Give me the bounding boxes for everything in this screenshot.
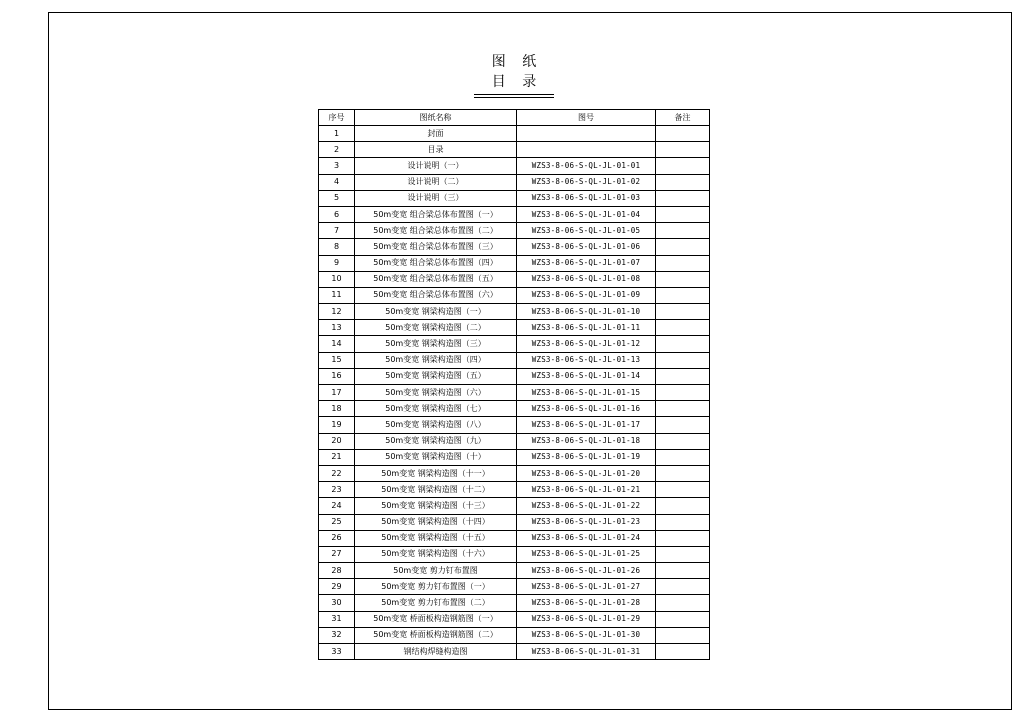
cell-code: WZS3-8-06-S-QL-JL-01-26 bbox=[517, 563, 656, 579]
table-row bbox=[319, 126, 710, 142]
cell-no: 16 bbox=[319, 368, 355, 384]
cell-code: WZS3-8-06-S-QL-JL-01-16 bbox=[517, 401, 656, 417]
cell-no: 18 bbox=[319, 401, 355, 417]
cell-remark bbox=[656, 368, 710, 384]
cell-name: 50m变宽 组合梁总体布置图（四） bbox=[355, 255, 517, 271]
table-row bbox=[319, 546, 710, 562]
cell-remark bbox=[656, 255, 710, 271]
table-row bbox=[319, 304, 710, 320]
cell-no: 14 bbox=[319, 336, 355, 352]
table-row bbox=[319, 142, 710, 158]
cell-code: WZS3-8-06-S-QL-JL-01-25 bbox=[517, 546, 656, 562]
cell-code: WZS3-8-06-S-QL-JL-01-02 bbox=[517, 174, 656, 190]
cell-no: 32 bbox=[319, 627, 355, 643]
table-row bbox=[319, 482, 710, 498]
cell-name: 50m变宽 钢梁构造图（二） bbox=[355, 320, 517, 336]
cell-remark bbox=[656, 482, 710, 498]
cell-no: 9 bbox=[319, 255, 355, 271]
cell-code: WZS3-8-06-S-QL-JL-01-14 bbox=[517, 368, 656, 384]
header-remark: 备注 bbox=[656, 110, 710, 126]
cell-name: 50m变宽 钢梁构造图（五） bbox=[355, 368, 517, 384]
cell-remark bbox=[656, 271, 710, 287]
cell-name: 设计说明（二） bbox=[355, 174, 517, 190]
cell-remark bbox=[656, 449, 710, 465]
table-row bbox=[319, 449, 710, 465]
cell-name: 钢结构焊缝构造图 bbox=[355, 644, 517, 660]
cell-name: 50m变宽 组合梁总体布置图（六） bbox=[355, 287, 517, 303]
cell-name: 50m变宽 钢梁构造图（三） bbox=[355, 336, 517, 352]
cell-no: 17 bbox=[319, 385, 355, 401]
cell-code: WZS3-8-06-S-QL-JL-01-01 bbox=[517, 158, 656, 174]
cell-name: 50m变宽 剪力钉布置图 bbox=[355, 563, 517, 579]
cell-no: 30 bbox=[319, 595, 355, 611]
cell-code: WZS3-8-06-S-QL-JL-01-29 bbox=[517, 611, 656, 627]
cell-code: WZS3-8-06-S-QL-JL-01-07 bbox=[517, 255, 656, 271]
cell-code bbox=[517, 142, 656, 158]
cell-no: 20 bbox=[319, 433, 355, 449]
cell-no: 12 bbox=[319, 304, 355, 320]
cell-code: WZS3-8-06-S-QL-JL-01-09 bbox=[517, 287, 656, 303]
cell-name: 50m变宽 钢梁构造图（四） bbox=[355, 352, 517, 368]
cell-remark bbox=[656, 206, 710, 222]
cell-no: 25 bbox=[319, 514, 355, 530]
cell-name: 设计说明（一） bbox=[355, 158, 517, 174]
table-row bbox=[319, 595, 710, 611]
table-row bbox=[319, 190, 710, 206]
cell-name: 50m变宽 钢梁构造图（七） bbox=[355, 401, 517, 417]
cell-code: WZS3-8-06-S-QL-JL-01-23 bbox=[517, 514, 656, 530]
cell-no: 2 bbox=[319, 142, 355, 158]
cell-remark bbox=[656, 579, 710, 595]
cell-remark bbox=[656, 465, 710, 481]
cell-name: 目录 bbox=[355, 142, 517, 158]
cell-no: 33 bbox=[319, 644, 355, 660]
cell-remark bbox=[656, 174, 710, 190]
cell-code: WZS3-8-06-S-QL-JL-01-21 bbox=[517, 482, 656, 498]
cell-no: 10 bbox=[319, 271, 355, 287]
cell-name: 50m变宽 组合梁总体布置图（三） bbox=[355, 239, 517, 255]
cell-code: WZS3-8-06-S-QL-JL-01-24 bbox=[517, 530, 656, 546]
table-row bbox=[319, 401, 710, 417]
cell-no: 29 bbox=[319, 579, 355, 595]
table-body bbox=[319, 126, 710, 660]
table-row bbox=[319, 255, 710, 271]
table-row bbox=[319, 385, 710, 401]
cell-no: 13 bbox=[319, 320, 355, 336]
cell-code: WZS3-8-06-S-QL-JL-01-04 bbox=[517, 206, 656, 222]
cell-remark bbox=[656, 287, 710, 303]
cell-no: 15 bbox=[319, 352, 355, 368]
cell-name: 50m变宽 钢梁构造图（九） bbox=[355, 433, 517, 449]
table-row bbox=[319, 239, 710, 255]
table-row bbox=[319, 579, 710, 595]
cell-remark bbox=[656, 433, 710, 449]
cell-no: 4 bbox=[319, 174, 355, 190]
cell-remark bbox=[656, 142, 710, 158]
cell-no: 23 bbox=[319, 482, 355, 498]
page-title: 图 纸 目 录 bbox=[491, 54, 543, 90]
cell-name: 50m变宽 钢梁构造图（六） bbox=[355, 385, 517, 401]
cell-code: WZS3-8-06-S-QL-JL-01-20 bbox=[517, 465, 656, 481]
table-row bbox=[319, 611, 710, 627]
cell-no: 21 bbox=[319, 449, 355, 465]
cell-name: 50m变宽 剪力钉布置图（二） bbox=[355, 595, 517, 611]
table-row bbox=[319, 336, 710, 352]
cell-remark bbox=[656, 385, 710, 401]
table-row bbox=[319, 352, 710, 368]
cell-remark bbox=[656, 417, 710, 433]
table-row bbox=[319, 223, 710, 239]
cell-name: 设计说明（三） bbox=[355, 190, 517, 206]
cell-no: 27 bbox=[319, 546, 355, 562]
cell-remark bbox=[656, 126, 710, 142]
cell-name: 50m变宽 组合梁总体布置图（一） bbox=[355, 206, 517, 222]
table-row bbox=[319, 174, 710, 190]
cell-remark bbox=[656, 304, 710, 320]
cell-code: WZS3-8-06-S-QL-JL-01-05 bbox=[517, 223, 656, 239]
cell-remark bbox=[656, 595, 710, 611]
cell-name: 50m变宽 钢梁构造图（十二） bbox=[355, 482, 517, 498]
cell-remark bbox=[656, 352, 710, 368]
table-row bbox=[319, 417, 710, 433]
cell-code: WZS3-8-06-S-QL-JL-01-08 bbox=[517, 271, 656, 287]
cell-code: WZS3-8-06-S-QL-JL-01-31 bbox=[517, 644, 656, 660]
cell-no: 3 bbox=[319, 158, 355, 174]
cell-no: 19 bbox=[319, 417, 355, 433]
cell-name: 50m变宽 钢梁构造图（十三） bbox=[355, 498, 517, 514]
cell-code: WZS3-8-06-S-QL-JL-01-22 bbox=[517, 498, 656, 514]
cell-no: 1 bbox=[319, 126, 355, 142]
table-row bbox=[319, 206, 710, 222]
cell-remark bbox=[656, 627, 710, 643]
table-header-row bbox=[319, 110, 710, 126]
cell-code: WZS3-8-06-S-QL-JL-01-13 bbox=[517, 352, 656, 368]
table-row bbox=[319, 644, 710, 660]
table-row bbox=[319, 271, 710, 287]
cell-no: 5 bbox=[319, 190, 355, 206]
table-row bbox=[319, 627, 710, 643]
cell-remark bbox=[656, 223, 710, 239]
cell-remark bbox=[656, 611, 710, 627]
title-double-underline bbox=[474, 94, 554, 98]
cell-name: 50m变宽 钢梁构造图（十四） bbox=[355, 514, 517, 530]
cell-no: 8 bbox=[319, 239, 355, 255]
cell-no: 6 bbox=[319, 206, 355, 222]
cell-code: WZS3-8-06-S-QL-JL-01-10 bbox=[517, 304, 656, 320]
table-row bbox=[319, 320, 710, 336]
cell-code: WZS3-8-06-S-QL-JL-01-19 bbox=[517, 449, 656, 465]
table-row bbox=[319, 465, 710, 481]
cell-name: 封面 bbox=[355, 126, 517, 142]
cell-name: 50m变宽 钢梁构造图（八） bbox=[355, 417, 517, 433]
cell-no: 11 bbox=[319, 287, 355, 303]
cell-code: WZS3-8-06-S-QL-JL-01-18 bbox=[517, 433, 656, 449]
header-name: 图纸名称 bbox=[355, 110, 517, 126]
table-row bbox=[319, 514, 710, 530]
table-row bbox=[319, 563, 710, 579]
title-block bbox=[474, 52, 554, 98]
cell-name: 50m变宽 钢梁构造图（一） bbox=[355, 304, 517, 320]
header-code: 图号 bbox=[517, 110, 656, 126]
cell-remark bbox=[656, 190, 710, 206]
cell-name: 50m变宽 钢梁构造图（十六） bbox=[355, 546, 517, 562]
cell-name: 50m变宽 桥面板构造钢筋图（二） bbox=[355, 627, 517, 643]
cell-code: WZS3-8-06-S-QL-JL-01-27 bbox=[517, 579, 656, 595]
cell-code: WZS3-8-06-S-QL-JL-01-11 bbox=[517, 320, 656, 336]
table-row bbox=[319, 287, 710, 303]
cell-code: WZS3-8-06-S-QL-JL-01-30 bbox=[517, 627, 656, 643]
cell-code: WZS3-8-06-S-QL-JL-01-28 bbox=[517, 595, 656, 611]
cell-no: 24 bbox=[319, 498, 355, 514]
cell-name: 50m变宽 组合梁总体布置图（二） bbox=[355, 223, 517, 239]
cell-no: 26 bbox=[319, 530, 355, 546]
cell-remark bbox=[656, 158, 710, 174]
cell-remark bbox=[656, 498, 710, 514]
header-no: 序号 bbox=[319, 110, 355, 126]
cell-name: 50m变宽 剪力钉布置图（一） bbox=[355, 579, 517, 595]
cell-code: WZS3-8-06-S-QL-JL-01-03 bbox=[517, 190, 656, 206]
cell-name: 50m变宽 组合梁总体布置图（五） bbox=[355, 271, 517, 287]
table-row bbox=[319, 158, 710, 174]
cell-name: 50m变宽 钢梁构造图（十一） bbox=[355, 465, 517, 481]
cell-remark bbox=[656, 644, 710, 660]
cell-code: WZS3-8-06-S-QL-JL-01-12 bbox=[517, 336, 656, 352]
cell-name: 50m变宽 钢梁构造图（十） bbox=[355, 449, 517, 465]
cell-remark bbox=[656, 530, 710, 546]
cell-no: 31 bbox=[319, 611, 355, 627]
cell-no: 22 bbox=[319, 465, 355, 481]
cell-name: 50m变宽 钢梁构造图（十五） bbox=[355, 530, 517, 546]
cell-remark bbox=[656, 514, 710, 530]
table-row bbox=[319, 530, 710, 546]
cell-no: 28 bbox=[319, 563, 355, 579]
cell-remark bbox=[656, 563, 710, 579]
cell-name: 50m变宽 桥面板构造钢筋图（一） bbox=[355, 611, 517, 627]
cell-code: WZS3-8-06-S-QL-JL-01-15 bbox=[517, 385, 656, 401]
table-row bbox=[319, 433, 710, 449]
cell-remark bbox=[656, 336, 710, 352]
cell-code bbox=[517, 126, 656, 142]
drawing-index-table bbox=[318, 109, 710, 660]
table-row bbox=[319, 498, 710, 514]
cell-remark bbox=[656, 401, 710, 417]
cell-remark bbox=[656, 546, 710, 562]
cell-code: WZS3-8-06-S-QL-JL-01-06 bbox=[517, 239, 656, 255]
cell-remark bbox=[656, 239, 710, 255]
cell-no: 7 bbox=[319, 223, 355, 239]
cell-remark bbox=[656, 320, 710, 336]
cell-code: WZS3-8-06-S-QL-JL-01-17 bbox=[517, 417, 656, 433]
table-row bbox=[319, 368, 710, 384]
